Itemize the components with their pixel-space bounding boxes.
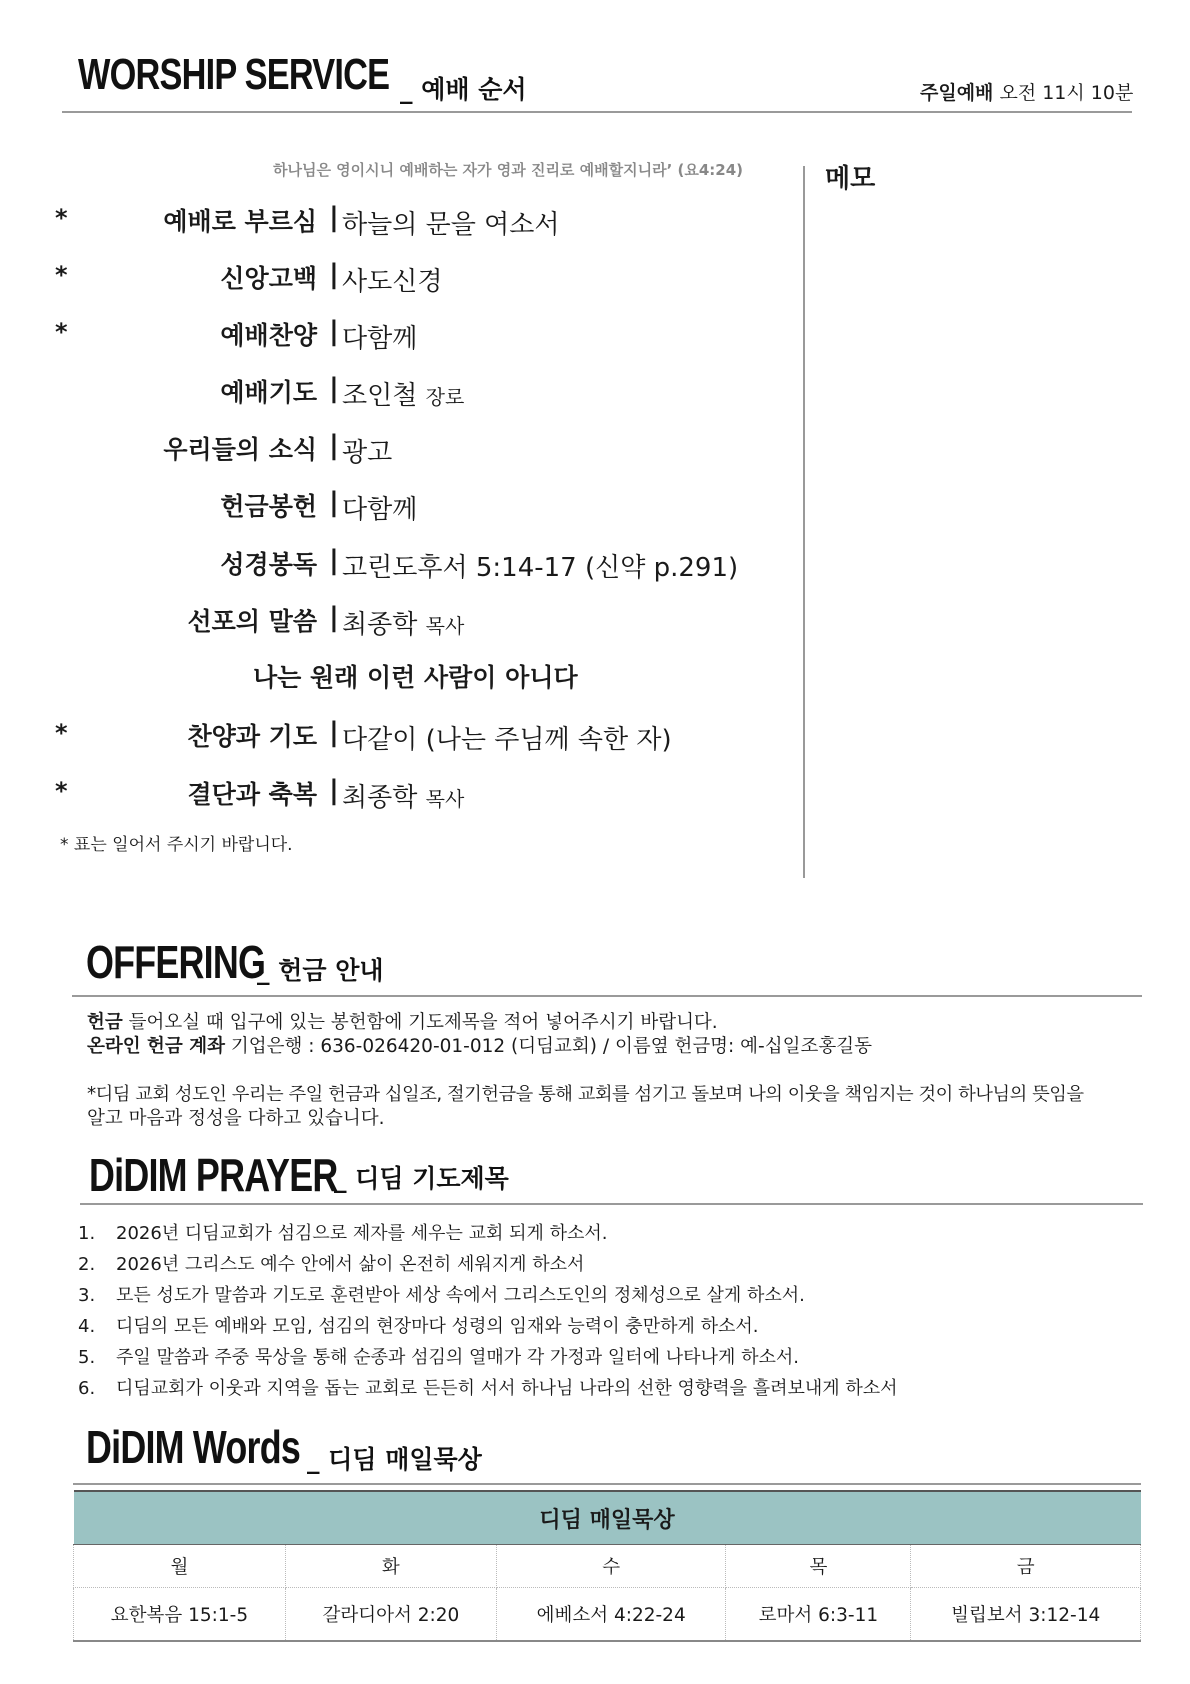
prayer-text: 디딤의 모든 예배와 모임, 섬김의 현장마다 성령의 임재와 능력이 충만하게 하소서.: [116, 1316, 759, 1337]
scripture-ref-cell: 빌립보서 3:12-14: [911, 1588, 1141, 1642]
offering-note-1: *디딤 교회 성도인 우리는 주일 헌금과 십일조, 절기헌금을 통해 교회를 섬기고 돌보며 나의 이웃을 책임지는 것이 하나님의 뜻임을: [87, 1084, 1084, 1105]
order-value-text: 하늘의 문을 여소서: [342, 210, 560, 240]
day-cell: 금: [911, 1545, 1141, 1588]
order-value: [342, 719, 672, 756]
order-row: [55, 257, 775, 297]
order-value: [342, 777, 464, 814]
order-value: [342, 375, 464, 412]
order-row: [55, 200, 775, 240]
order-label: 예배로 부르심: [163, 207, 317, 236]
offering-line-1-text: 들어오실 때 입구에 있는 봉헌함에 기도제목을 적어 넣어주시기 바랍니다.: [122, 1012, 718, 1033]
order-separator: |: [329, 545, 339, 576]
stand-marker: *: [55, 318, 68, 346]
prayer-number: 3.: [78, 1285, 96, 1306]
words-subtitle: _ 디딤 매일묵상: [307, 1445, 482, 1474]
order-value-text: 다함께: [342, 324, 418, 354]
prayer-item: [78, 1312, 758, 1338]
prayer-title: DiDIM PRAYER: [89, 1149, 338, 1201]
order-value-text: 다같이 (나는 주님께 속한 자): [342, 725, 672, 755]
order-value-suffix: 목사: [425, 787, 465, 811]
order-label: 선포의 말씀: [187, 607, 317, 636]
order-label: 찬양과 기도: [187, 722, 317, 751]
sermon-title: 나는 원래 이런 사람이 아니다: [253, 663, 578, 692]
stand-marker: *: [55, 777, 68, 805]
offering-account-label: 온라인 헌금 계좌: [87, 1036, 225, 1057]
prayer-number: 6.: [78, 1378, 96, 1399]
order-value-text: 광고: [342, 438, 393, 468]
order-separator: |: [329, 373, 339, 404]
prayer-item: [78, 1250, 584, 1276]
order-label: 예배기도: [220, 378, 317, 407]
prayer-text: 2026년 디딤교회가 섬김으로 제자를 세우는 교회 되게 하소서.: [116, 1223, 608, 1244]
worship-title: WORSHIP SERVICE: [78, 50, 390, 99]
prayer-item: [78, 1374, 898, 1400]
prayer-text: 주일 말씀과 주중 묵상을 통해 순종과 섬김의 열매가 각 가정과 일터에 나타나게 하소서.: [116, 1347, 799, 1368]
order-separator: |: [329, 430, 339, 461]
scripture-ref-cell: 요한복음 15:1-5: [74, 1588, 286, 1642]
words-title: DiDIM Words: [86, 1421, 301, 1473]
order-separator: |: [329, 259, 339, 290]
memo-label: 메모: [825, 164, 876, 194]
order-row: [55, 715, 775, 755]
prayer-number: 1.: [78, 1223, 96, 1244]
order-separator: |: [329, 487, 339, 518]
order-row: [55, 371, 775, 411]
order-row: [55, 314, 775, 354]
worship-subtitle: _ 예배 순서: [400, 75, 527, 104]
order-value: [342, 547, 738, 584]
scripture-verse: 하나님은 영이시니 예배하는 자가 영과 진리로 예배할지니라’ (요4:24): [273, 161, 744, 179]
stand-marker: *: [55, 261, 68, 289]
order-row: [55, 543, 775, 583]
stand-marker: *: [55, 719, 68, 747]
order-label: 결단과 축복: [187, 780, 317, 809]
prayer-rule: [80, 1203, 1143, 1205]
order-value: [342, 604, 464, 641]
order-row: [55, 600, 775, 640]
prayer-item: [78, 1281, 805, 1307]
order-value: [342, 204, 559, 241]
prayer-number: 4.: [78, 1316, 96, 1337]
day-cell: 수: [496, 1545, 726, 1588]
order-value-text: 최종학: [342, 783, 418, 813]
order-value-text: 최종학: [342, 610, 418, 640]
order-label: 헌금봉헌: [220, 492, 317, 521]
order-label: 신앙고백: [220, 264, 317, 293]
devotion-refs-row: [74, 1588, 1141, 1642]
prayer-item: [78, 1343, 799, 1369]
devotion-table-title: 디딤 매일묵상: [74, 1491, 1141, 1545]
order-value: [342, 432, 392, 469]
scripture-ref-cell: 갈라디아서 2:20: [285, 1588, 496, 1642]
words-rule: [73, 1483, 1141, 1485]
day-cell: 화: [285, 1545, 496, 1588]
offering-line-1: [87, 1011, 718, 1035]
order-value-text: 다함께: [342, 495, 418, 525]
offering-rule: [72, 995, 1142, 997]
day-cell: 목: [726, 1545, 911, 1588]
day-cell: 월: [74, 1545, 286, 1588]
order-row: [55, 485, 775, 525]
prayer-item: [78, 1219, 608, 1245]
scripture-ref-cell: 로마서 6:3-11: [726, 1588, 911, 1642]
offering-note-2: 알고 마음과 정성을 다하고 있습니다.: [87, 1108, 385, 1129]
order-value-suffix: 목사: [425, 614, 465, 638]
order-label: 예배찬양: [220, 321, 317, 350]
scripture-ref-cell: 에베소서 4:22-24: [496, 1588, 726, 1642]
order-value-suffix: 장로: [425, 385, 465, 409]
order-row: [55, 773, 775, 813]
service-time-value: 오전 11시 10분: [999, 82, 1134, 104]
order-row: [55, 428, 775, 468]
service-time-label: 주일예배: [920, 82, 994, 104]
offering-line-1-lead: 헌금: [87, 1012, 123, 1033]
order-value-text: 사도신경: [342, 267, 443, 297]
order-separator: |: [329, 717, 339, 748]
offering-title: OFFERING: [86, 936, 266, 988]
daily-devotion-table: [73, 1490, 1141, 1642]
devotion-days-row: [74, 1545, 1141, 1588]
prayer-text: 2026년 그리스도 예수 안에서 삶이 온전히 세워지게 하소서: [116, 1254, 585, 1275]
order-label: 우리들의 소식: [163, 435, 317, 464]
column-divider: [803, 166, 805, 878]
order-separator: |: [329, 775, 339, 806]
service-time: [920, 78, 1133, 105]
order-value-text: 조인철: [342, 381, 418, 411]
order-separator: |: [329, 202, 339, 233]
order-value: [342, 261, 442, 298]
order-label: 성경봉독: [220, 550, 317, 579]
prayer-number: 5.: [78, 1347, 96, 1368]
order-separator: |: [329, 602, 339, 633]
prayer-number: 2.: [78, 1254, 96, 1275]
order-value: [342, 489, 417, 526]
order-value-text: 고린도후서 5:14-17 (신약 p.291): [342, 553, 739, 583]
prayer-subtitle: _ 디딤 기도제목: [334, 1164, 509, 1193]
offering-line-2: [87, 1035, 872, 1059]
order-separator: |: [329, 316, 339, 347]
offering-account-text: 기업은행 : 636-026420-01-012 (디딤교회) / 이름옆 헌금명: 예-십일조홍길동: [224, 1036, 872, 1057]
prayer-text: 디딤교회가 이웃과 지역을 돕는 교회로 든든히 서서 하나님 나라의 선한 영향력을 흘려보내게 하소서: [116, 1378, 898, 1399]
offering-subtitle: _ 헌금 안내: [257, 956, 384, 985]
prayer-text: 모든 성도가 말씀과 기도로 훈련받아 세상 속에서 그리스도인의 정체성으로 살게 하소서.: [116, 1285, 805, 1306]
order-value: [342, 318, 417, 355]
worship-rule: [62, 111, 1132, 113]
stand-footnote: * 표는 일어서 주시기 바랍니다.: [60, 835, 293, 855]
stand-marker: *: [55, 204, 68, 232]
